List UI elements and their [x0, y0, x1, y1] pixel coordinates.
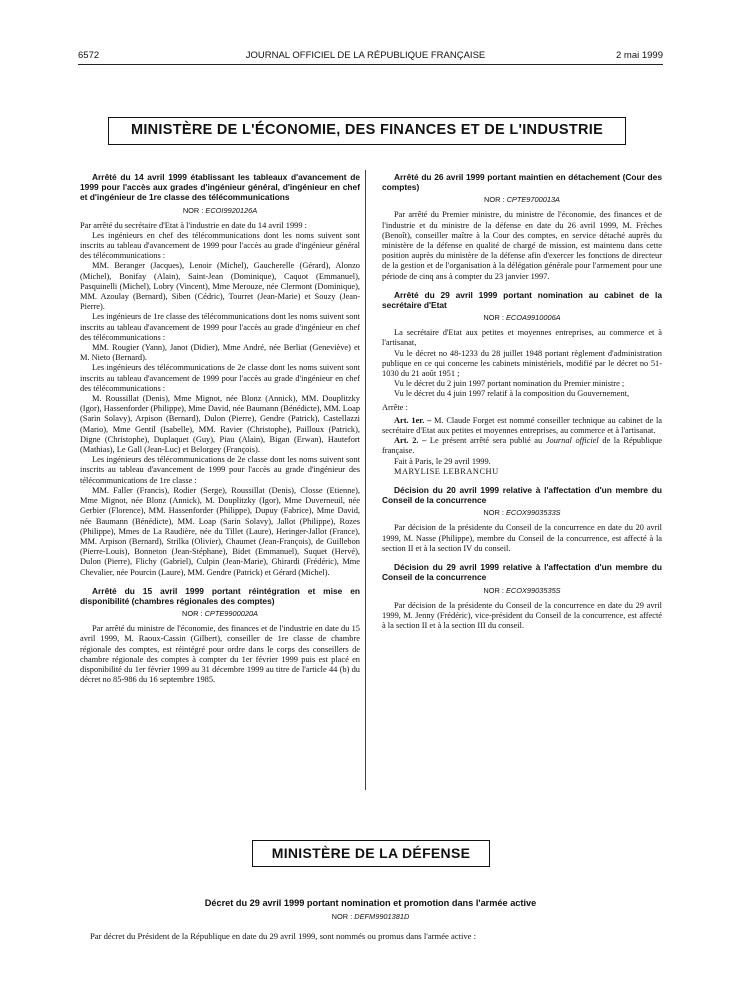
article-tableaux-avancement [80, 172, 360, 578]
column-divider [365, 170, 366, 790]
left-column [80, 172, 360, 685]
article-nomination-cabinet [382, 290, 662, 477]
paragraph: Vu le décret du 4 juin 1997 relatif à la composition du Gouvernement, [394, 389, 630, 399]
paragraph: Les ingénieurs des télécommunications de 2e classe dont les noms suivent sont inscrits au tableau d'avancement de 1999 pour l'accès au grade d'ingénieur des télécommunications de 1re classe : [80, 455, 360, 485]
nor-reference: NOR : CPTE9700013A [483, 195, 560, 205]
journal-title: JOURNAL OFFICIEL DE LA RÉPUBLIQUE FRANÇAISE [245, 50, 486, 61]
paragraph: Les ingénieurs en chef des télécommunications dont les noms suivent sont inscrits au tableau d'avancement de 1999 pour l'accès au grade d'ingénieur général des télécommunications : [80, 230, 360, 261]
paragraph: Les ingénieurs des télécommunications de 2e classe dont les noms suivent sont inscrits au tableau d'avancement de 1999 pour l'accès au grade d'ingénieur en chef des télécommunications : [80, 363, 360, 393]
article-title: Arrêté du 14 avril 1999 établissant les tableaux d'avancement de 1999 pour l'accès aux grades d'ingénieur général, d'ingénieur en chef et d'ingénieur de 1re classe des télécommunications [80, 172, 360, 203]
paragraph: Par décision de la présidente du Conseil de la concurrence en date du 20 avril 1999, M. Nasse (Philippe), membre du Conseil de la concurrence, est affecté à la section II et à la section IV du conseil. [382, 523, 662, 553]
paragraph: Par décision de la présidente du Conseil de la concurrence en date du 29 avril 1999, M. Jenny (Frédéric), vice-président du Conseil de la concurrence, est affecté à la section II et à la section III du conseil. [382, 600, 662, 630]
decision-affectation-jenny [382, 562, 662, 631]
decision-affectation-nasse [382, 485, 662, 554]
arrete-label: Arrête : [382, 402, 408, 412]
article-reintegration [80, 586, 360, 686]
paragraph: Par arrêté du ministre de l'économie, des finances et de l'industrie en date du 15 avril 1999, M. Raoux-Cassin (Gilbert), conseiller de 1re classe de chambre régionale des comptes, est réintégré pour ordre dans le corps des conseillers de chambre régionale des comptes à compter du 1er février 1999 puis est placé en disponibilité du 1er février 1999 au 31 décembre 1999 au titre de l'article 44 (b) du décret no 85-986 du 16 septembre 1985. [80, 624, 360, 685]
paragraph: MM. Rougier (Yann), Janot (Didier), Mme André, née Berliat (Geneviève) et M. Nieto (Bernard). [80, 343, 360, 363]
paragraph: MM. Faller (Francis), Rodier (Serge), Roussillat (Denis), Closse (Etienne), Mme Mignot, née Blonz (Annick), M. Douplitzky (Igor), Mme Duverneuil, née Gerbier (Florence), MM. Hassenforder (Philippe), Dupuy (Fabrice), Mme David, née Baumann (Bénédicte), MM. Loap (Sarin Solavy), Jallot (Philippe), Rozes (Philippe), Mmes de La Raudière, née du Tillet (Laure), Heringer-Jallot (France), MM. Arpison (Bernard), Strilka (Olivier), Chaumet (Jean-François), de Guillebon (Pierre-Louis), Bonneton (Jean-Stéphane), Bidet (Emmanuel), Suquet (Hervé), Dulon (Pierre), Flichy (Gabriel), Culpin (Jean-Marie), Ghirardi (Frédéric), Mme Chevalier, née Pourcin (Laure), MM. Gendre (Patrick) et Gérard (Michel). [80, 485, 360, 577]
decree-title: Décret du 29 avril 1999 portant nomination et promotion dans l'armée active [204, 898, 537, 908]
article-title: Arrêté du 15 avril 1999 portant réintégration et mise en disponibilité (chambres régionales des comptes) [80, 585, 360, 606]
paragraph: Vu le décret du 2 juin 1997 portant nomination du Premier ministre ; [394, 379, 625, 389]
paragraph: La secrétaire d'Etat aux petites et moyennes entreprises, au commerce et à l'artisanat, [382, 328, 662, 348]
article-maintien-detachement [382, 172, 662, 282]
issue-date: 2 mai 1999 [615, 50, 663, 61]
article-title: Décision du 20 avril 1999 relative à l'affectation d'un membre du Conseil de la concurrence [382, 485, 662, 506]
ministry-banner-defense: MINISTÈRE DE LA DÉFENSE [252, 840, 490, 867]
article-title: Décision du 29 avril 1999 relative à l'affectation d'un membre du Conseil de la concurrence [382, 562, 662, 583]
paragraph: Par arrêté du Premier ministre, du ministre de l'économie, des finances et de l'industrie et du ministre de la défense en date du 26 avril 1999, M. Frèches (Benoît), conseiller maître à la Cour des comptes, en service détaché auprès du ministère de la défense en qualité de chargé de mission, est maintenu dans cette position auprès du ministère de la défense afin d'exercer les fonctions de directeur de la gestion et de l'organisation à la délégation générale pour l'armement pour une période de cinq ans à compter du 23 janvier 1997. [382, 210, 662, 281]
nor-reference: NOR : ECOA9910006A [483, 313, 561, 323]
paragraph: Par arrêté du secrétaire d'Etat à l'industrie en date du 14 avril 1999 : [80, 220, 307, 230]
paragraph: M. Roussillat (Denis), Mme Mignot, née Blonz (Annick), MM. Douplitzky (Igor), Hassenforder (Philippe), Mme David, née Baumann (Bénédicte), MM. Loap (Sarin Solavy), Arpison (Bernard), Dulon (Pierre), Gendre (Patrick), Castellazzi (Mario), Mme Gentil (Isabelle), MM. Ravier (Christophe), Pailloux (Patrick), Digne (Christophe), Duplaquet (Guy), Piau (Alain), Bigan (Erwan), Hautefort (Mathias), Le Gall (Jean-Luc) et Belorgey (François). [80, 394, 361, 455]
article-title: Arrêté du 29 avril 1999 portant nomination au cabinet de la secrétaire d'Etat [382, 289, 662, 311]
article-title: Arrêté du 26 avril 1999 portant maintien en détachement (Cour des comptes) [382, 172, 662, 193]
nor-reference: NOR : DEFM9901381D [331, 912, 410, 922]
decree-armee-active [78, 898, 663, 941]
right-column [382, 172, 662, 631]
fait-a-paris: Fait à Paris, le 29 avril 1999. [394, 456, 491, 466]
ministry-banner-economy: MINISTÈRE DE L'ÉCONOMIE, DES FINANCES ET DE L'INDUSTRIE [108, 117, 626, 145]
nor-reference: NOR : ECOX9903535S [483, 585, 561, 595]
article-2: Art. 2. – Le présent arrêté sera publié au Journal officiel de la République française. [382, 436, 663, 456]
page-number: 6572 [78, 50, 100, 61]
nor-reference: NOR : ECOX9903533S [483, 508, 561, 518]
paragraph: MM. Beranger (Jacques), Lenoir (Michel), Gaucherelle (Gérard), Alonzo (Michel), Bonifay (Alain), Saint-Jean (Dominique), Caquot (Emmanuel), Pasquinelli (Michel), Lobry (Vincent), Mme Merouze, née Clermont (Dominique), MM. Azoulay (Bernard), Siben (Cédric), Tourret (Jean-Marie) et Souzy (Jean-Pierre). [80, 261, 360, 312]
nor-reference: NOR : CPTE9900020A [181, 609, 258, 619]
nor-reference: NOR : ECOI9920126A [182, 205, 258, 215]
article-1: Art. 1er. – M. Claude Forget est nommé conseiller technique au cabinet de la secrétaire d'Etat aux petites et moyennes entreprises, au commerce et à l'artisanat. [382, 415, 663, 436]
decree-text: Par décret du Président de la République en date du 29 avril 1999, sont nommés ou promus dans l'armée active : [90, 931, 477, 942]
paragraph: Vu le décret no 48-1233 du 28 juillet 1948 portant règlement d'administration publique en ce qui concerne les cabinets ministériels, modifié par le décret no 51-1030 du 21 août 1951 ; [382, 348, 662, 379]
paragraph: Les ingénieurs de 1re classe des télécommunications dont les noms suivent sont inscrits au tableau d'avancement de 1999 pour l'accès au grade d'ingénieur en chef des télécommunications : [80, 312, 360, 342]
header-rule [78, 64, 663, 65]
signature: MARYLISE LEBRANCHU [394, 466, 499, 476]
